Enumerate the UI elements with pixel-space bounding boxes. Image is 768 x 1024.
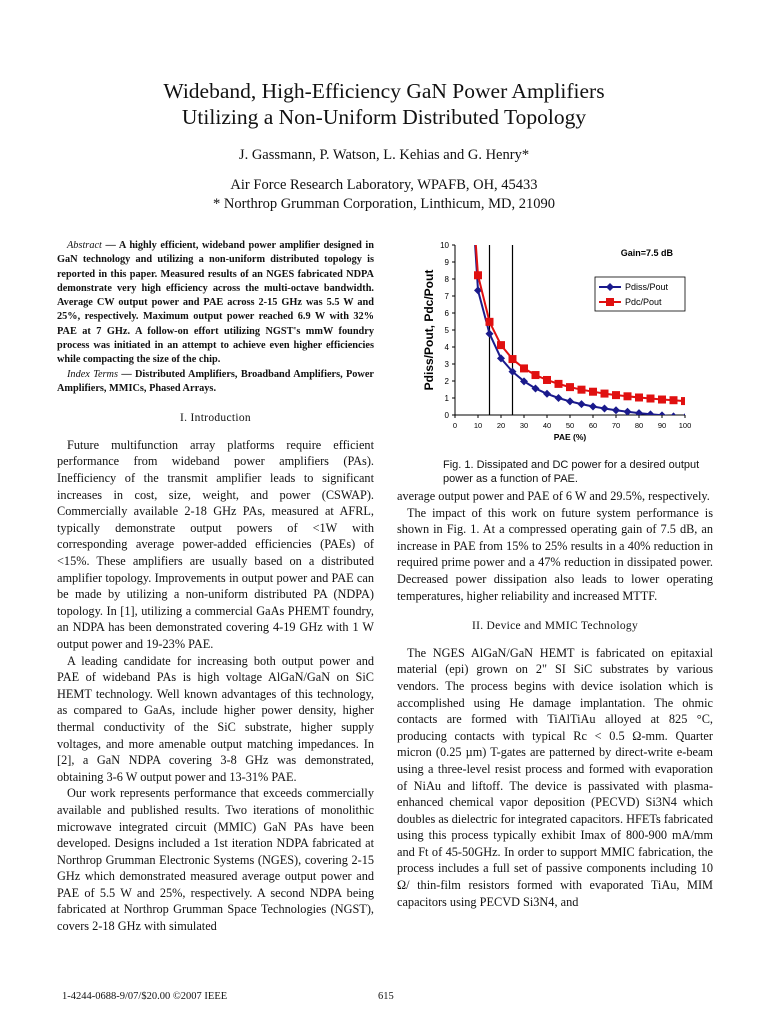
data-point-diamond — [670, 412, 678, 420]
y-tick-label: 6 — [444, 309, 449, 318]
abstract-text: — A highly efficient, wideband power amplifier designed in GaN technology and utilizing a non-uniform distributed topology is reported in this paper. Measured results of an NGES fabricated NDPA demonstrate very high efficiency across the multi-octave bandwidth. Average CW output power and PAE across 2-15 GHz was 5.5 W and 25%, respectively. Maximum output power reached 6.9 W with 32% PAE at 7 GHz. A follow-on effort utilizing NGST's mmW foundry process was initiated in an attempt to achieve even higher efficiencies while compacting the size of the chip. — [57, 240, 374, 366]
x-tick-label: 10 — [473, 421, 483, 430]
y-axis-label: Pdiss/Pout, Pdc/Pout — [422, 269, 436, 391]
data-point-diamond — [647, 410, 655, 418]
data-point-square — [635, 393, 643, 401]
data-point-square — [520, 364, 528, 372]
y-tick-label: 0 — [444, 411, 449, 420]
series-line — [471, 233, 685, 401]
data-point-square — [474, 271, 482, 279]
x-tick-label: 0 — [452, 421, 458, 430]
data-point-diamond — [486, 330, 494, 338]
intro-paragraph-1: Future multifunction array platforms require efficient performance from wideband power amplifiers (PAs). Inefficiency of the transmit amplifier leads to significant increases in cost, size, weight, and power (CSWAP). Commercially available 2-18 GHz PAs, measured at AFRL, typically demonstrate output powers of <1W with corresponding average power-added efficiencies (PAEs) of <15%. These amplifiers are usually based on a distributed amplifier topology. Improvements in output power and PAE can be made by utilizing a non-uniform distributed PA (NDPA) topology. In [1], utilizing a commercial GaAs PHEMT foundry, an NDPA has been demonstrated covering 4-19 GHz with 1 W output power and 19-23% PAE. — [57, 437, 374, 651]
x-axis-label: PAE (%) — [553, 432, 587, 442]
section-heading-device-technology: II. Device and MMIC Technology — [471, 620, 639, 633]
data-point-square — [486, 318, 494, 326]
device-paragraph: The NGES AlGaN/GaN HEMT is fabricated on epitaxial material (epi) grown on 2" SI SiC substrates by various vendors. The process begins with device isolation which is accomplished using He damage implantation. The ohmic contacts are formed with TiAlTiAu alloyed at 825 °C, producing contacts with typical Rc < 0.5 Ω-mm. Quarter micron (0.25 µm) T-gates are patterned by direct-write e-beam using a three-level resist process and formed with evaporation of NiAu and liftoff. The device is passivated with plasma-enhanced chemical vapor deposition (PECVD) Si3N4 which doubles as dielectric for integrated capacitors. HFETs fabricated using this process typically exhibit Imax of 800-900 mA/mm and Ft of 45-50GHz. In order to support MMIC fabrication, the process includes a full set of passive components including 10 Ω/ thin-film resistors formed with evaporated TiAu, MIM capacitors using PECVD Si3N4, and — [397, 645, 713, 909]
x-tick-label: 100 — [678, 421, 692, 430]
data-point-diamond — [612, 406, 620, 414]
right-continuation-paragraph: average output power and PAE of 6 W and 29.5%, respectively. — [397, 489, 710, 503]
legend-label: Pdiss/Pout — [625, 282, 669, 292]
y-tick-label: 3 — [444, 360, 449, 369]
data-point-diamond — [589, 403, 597, 411]
page-number: 615 — [378, 991, 394, 1002]
figure-1-caption: Fig. 1. Dissipated and DC power for a desired output power as a function of PAE. — [443, 459, 700, 485]
data-point-square — [612, 391, 620, 399]
section-heading-introduction: I. Introduction — [180, 412, 251, 425]
y-tick-label: 10 — [440, 241, 449, 250]
series-pdc-pout — [471, 233, 689, 405]
authors: J. Gassmann, P. Watson, L. Kehias and G. Henry* — [238, 147, 530, 163]
x-tick-label: 90 — [657, 421, 667, 430]
x-tick-label: 40 — [542, 421, 552, 430]
affiliation-1: Air Force Research Laboratory, WPAFB, OH, 45433 — [230, 177, 538, 193]
paper-title-line-1: Wideband, High-Efficiency GaN Power Amplifiers — [163, 79, 605, 103]
left-column — [57, 239, 374, 935]
y-tick-label: 4 — [444, 343, 449, 352]
intro-paragraph-2: A leading candidate for increasing both output power and PAE of wideband PAs is high voltage AlGaN/GaN on SiC HEMT technology. Well known advantages of this technology, as compared to GaAs, include higher power density, higher thermal conductivity of the SiC substrate, higher supply voltages, and more amenable output matching impedances. In [2], a GaN NDPA covering 3-8 GHz was demonstrated, obtaining 3-6 W output power and 13-31% PAE. — [57, 653, 374, 784]
data-point-diamond — [566, 397, 574, 405]
x-tick-label: 70 — [611, 421, 621, 430]
legend-marker-square — [606, 298, 614, 306]
y-tick-label: 8 — [444, 275, 449, 284]
chart-title: Gain=7.5 dB — [620, 248, 673, 258]
data-point-diamond — [543, 390, 551, 398]
data-point-diamond — [578, 400, 586, 408]
data-point-square — [578, 386, 586, 394]
x-tick-label: 30 — [519, 421, 529, 430]
data-point-square — [624, 392, 632, 400]
data-point-square — [509, 355, 517, 363]
intro-paragraph-3: Our work represents performance that exceeds commercially available and published results. Two iterations of monolithic microwave integrated circuit (MMIC) GaN PAs have been developed. Designs included a 1st iteration NDPA fabricated at Northrop Grumman Electronic Systems (NGES), covering 2-15 GHz which demonstrated measured average output power and PAE of 5.5 W and 25%, respectively. A second NDPA being fabricated at Northrop Grumman Space Technologies (NGST), covers 2-18 GHz with simulated — [57, 786, 374, 934]
data-point-square — [658, 396, 666, 404]
y-tick-label: 7 — [444, 292, 449, 301]
y-tick-label: 9 — [444, 258, 449, 267]
data-point-square — [566, 383, 574, 391]
data-point-square — [647, 395, 655, 403]
data-point-square — [532, 371, 540, 379]
affiliation-2: * Northrop Grumman Corporation, Linthicum, MD, 21090 — [213, 196, 555, 212]
paper-title-line-2: Utilizing a Non-Uniform Distributed Topology — [181, 105, 587, 129]
y-tick-label: 1 — [444, 394, 449, 403]
data-point-square — [681, 397, 689, 405]
data-point-square — [543, 376, 551, 384]
right-column — [397, 488, 713, 910]
data-point-square — [497, 341, 505, 349]
index-terms — [57, 368, 374, 397]
y-tick-label: 2 — [444, 377, 449, 386]
index-terms-text: — Distributed Amplifiers, Broadband Amplifiers, Power Amplifiers, MMICs, Phased Arrays. — [57, 368, 375, 394]
data-point-square — [670, 396, 678, 404]
data-point-square — [555, 380, 563, 388]
figure-1-chart — [405, 233, 705, 451]
impact-paragraph: The impact of this work on future system performance is shown in Fig. 1. At a compressed operating gain of 7.5 dB, an increase in PAE from 15% to 25% results in a 40% reduction in required prime power and a 47% reduction in dissipated power. Decreased power dissipation also leads to lower operating temperatures, higher reliability and increased MTTF. — [397, 505, 713, 603]
y-tick-label: 5 — [444, 326, 449, 335]
index-terms-label: Index Terms — [67, 368, 118, 380]
legend-label: Pdc/Pout — [625, 297, 662, 307]
data-point-diamond — [555, 394, 563, 402]
data-point-square — [601, 390, 609, 398]
x-tick-label: 20 — [496, 421, 506, 430]
data-point-square — [589, 388, 597, 396]
data-point-diamond — [601, 405, 609, 413]
abstract-label: Abstract — [67, 240, 102, 251]
x-tick-label: 60 — [588, 421, 598, 430]
x-tick-label: 50 — [565, 421, 575, 430]
x-tick-label: 80 — [634, 421, 644, 430]
footer-copyright: 1-4244-0688-9/07/$20.00 ©2007 IEEE — [62, 991, 228, 1002]
abstract — [57, 239, 374, 368]
